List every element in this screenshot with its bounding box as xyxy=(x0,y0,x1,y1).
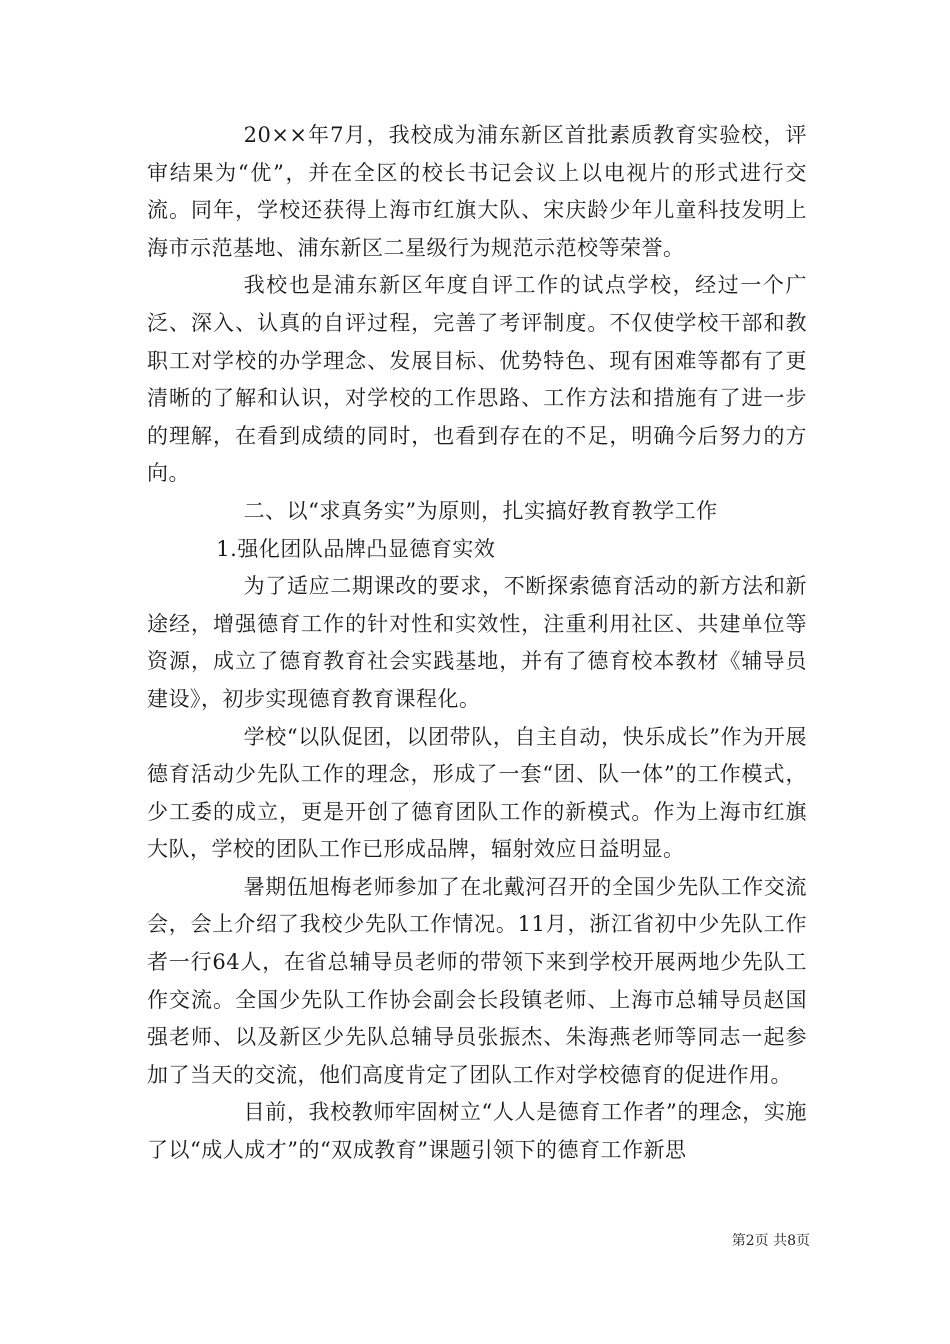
document-body xyxy=(147,117,807,1170)
sub-heading: 1.强化团队品牌凸显德育实效 xyxy=(216,536,496,561)
paragraph-2: 我校也是浦东新区年度自评工作的试点学校，经过一个广泛、深入、认真的自评过程，完善了考评制度。不仅使学校干部和教职工对学校的办学理念、发展目标、优势特色、现有困难等都有了更清晰的了解和认识，对学校的工作思路、工作方法和措施有了进一步的理解，在看到成绩的同时，也看到存在的不足，明确今后努力的方向。 xyxy=(147,273,807,486)
page-number-footer: 第2页 共8页 xyxy=(731,1233,810,1249)
paragraph-6: 目前，我校教师牢固树立“人人是德育工作者”的理念，实施了以“成人成才”的“双成教育”课题引领下的德育工作新思 xyxy=(147,1100,807,1163)
paragraph-1: 20××年7月，我校成为浦东新区首批素质教育实验校，评审结果为“优”，并在全区的校长书记会议上以电视片的形式进行交流。同年，学校还获得上海市红旗大队、宋庆龄少年儿童科技发明上海市示范基地、浦东新区二星级行为规范示范校等荣誉。 xyxy=(147,123,807,260)
section-heading: 二、以“求真务实”为原则，扎实搞好教育教学工作 xyxy=(243,498,718,523)
paragraph-4: 学校“以队促团，以团带队，自主自动，快乐成长”作为开展德育活动少先队工作的理念，形成了一套“团、队一体”的工作模式，少工委的成立，更是开创了德育团队工作的新模式。作为上海市红旗大队，学校的团队工作已形成品牌，辐射效应日益明显。 xyxy=(147,724,807,862)
paragraph-5: 暑期伍旭梅老师参加了在北戴河召开的全国少先队工作交流会，会上介绍了我校少先队工作情况。11月，浙江省初中少先队工作者一行64人，在省总辅导员老师的带领下来到学校开展两地少先队工作交流。全国少先队工作协会副会长段镇老师、上海市总辅导员赵国强老师、以及新区少先队总辅导员张振杰、朱海燕老师等同志一起参加了当天的交流，他们高度肯定了团队工作对学校德育的促进作用。 xyxy=(147,874,807,1087)
paragraph-3: 为了适应二期课改的要求，不断探索德育活动的新方法和新途经，增强德育工作的针对性和实效性，注重利用社区、共建单位等资源，成立了德育教育社会实践基地，并有了德育校本教材《辅导员建设》，初步实现德育教育课程化。 xyxy=(147,574,807,711)
